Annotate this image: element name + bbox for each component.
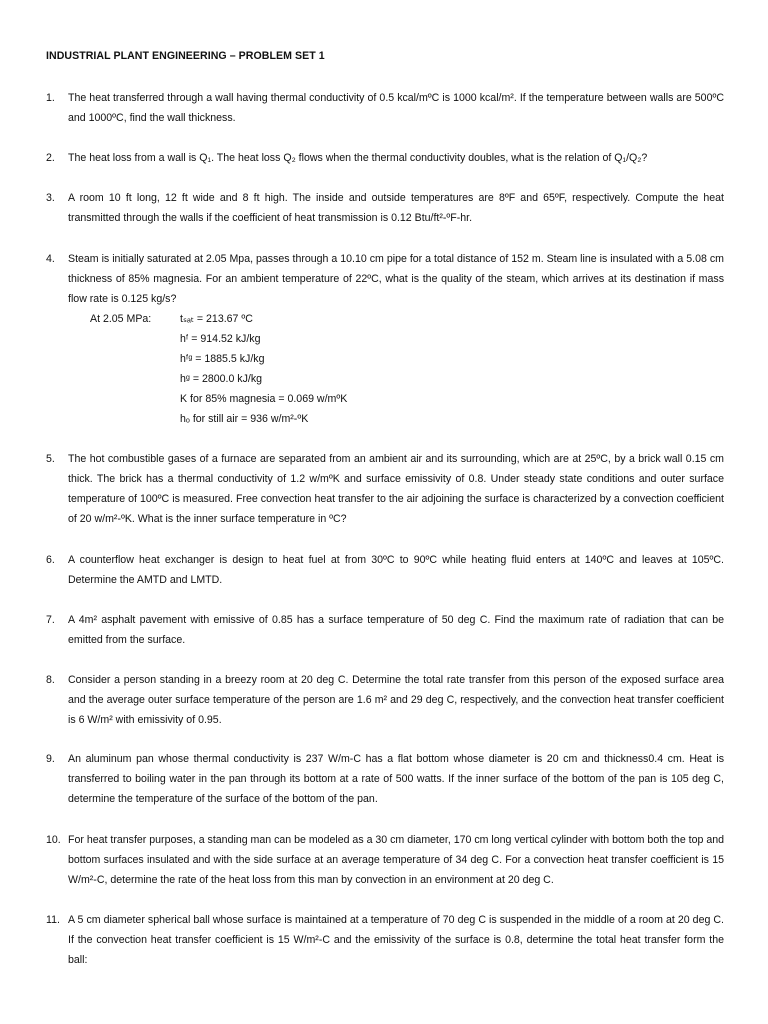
problem-text: A room 10 ft long, 12 ft wide and 8 ft high. The inside and outside temperatures are 8ºF and 65ºF, respectively. Compute the heat transmitted through the walls if the coefficient of heat transmission is 0.12 Btu/ft²-ºF-hr.: [68, 192, 724, 224]
problem-number: 9.: [46, 753, 55, 765]
problem-number: 8.: [46, 674, 55, 686]
problem-7: [46, 610, 724, 650]
given-tsat: tₛₐₜ = 213.67 ºC: [180, 313, 253, 325]
problem-text: A 4m² asphalt pavement with emissive of 0.85 has a surface temperature of 50 deg C. Find the maximum rate of radiation that can be emitted from the surface.: [68, 614, 724, 646]
given-hg: hᵍ = 2800.0 kJ/kg: [180, 373, 263, 385]
problem-9: [46, 749, 724, 809]
problem-text: The heat loss from a wall is Q₁. The heat loss Q₂ flows when the thermal conductivity doubles, what is the relation of Q₁/Q₂?: [68, 152, 648, 164]
problem-text: The heat transferred through a wall having thermal conductivity of 0.5 kcal/mºC is 1000 kcal/m². If the temperature between walls are 500ºC and 1000ºC, find the wall thickness.: [68, 92, 724, 124]
problem-11: [46, 910, 724, 970]
problem-text: An aluminum pan whose thermal conductivity is 237 W/m-C has a flat bottom whose diameter is 20 cm and thickness0.4 cm. Heat is transferred to boiling water in the pan through its bottom at a rate of 500 watts. If the inner surface of the bottom of the pan is 105 deg C, determine the temperature of the surface of the bottom of the pan.: [68, 753, 724, 805]
problem-8: [46, 670, 724, 730]
problem-number: 4.: [46, 253, 55, 265]
document-title: INDUSTRIAL PLANT ENGINEERING – PROBLEM SET 1: [46, 50, 325, 62]
problem-2: [46, 148, 724, 168]
problem-3: [46, 188, 724, 228]
problem-text: The hot combustible gases of a furnace are separated from an ambient air and its surrounding, which are at 25ºC, by a brick wall 0.15 cm thick. The brick has a thermal conductivity of 1.2 w/mºK and surface emissivity of 0.8. Under steady state conditions and outer surface temperature of 100ºC is measured. Free convection heat transfer to the air adjoining the surface is characterized by a convection coefficient of 20 w/m²-ºK. What is the inner surface temperature in ºC?: [68, 453, 724, 525]
given-hf: hᶠ = 914.52 kJ/kg: [180, 333, 261, 345]
given-values: [180, 309, 347, 429]
problem-number: 11.: [46, 914, 60, 926]
problem-number: 3.: [46, 192, 55, 204]
given-ho-still-air: hₒ for still air = 936 w/m²-ºK: [180, 413, 309, 425]
problem-10: [46, 830, 724, 890]
problem-number: 10.: [46, 834, 61, 846]
problem-text: A 5 cm diameter spherical ball whose surface is maintained at a temperature of 70 deg C is suspended in the middle of a room at 20 deg C. If the convection heat transfer coefficient is 15 W/m²-C and the emissivity of the surface is 0.8, determine the total heat transfer form the ball:: [68, 914, 724, 966]
problem-text: Steam is initially saturated at 2.05 Mpa, passes through a 10.10 cm pipe for a total distance of 152 m. Steam line is insulated with a 5.08 cm thickness of 85% magnesia. For an ambient temperature of 22ºC, what is the quality of the steam, which arrives at its destination if mass flow rate is 0.125 kg/s?: [68, 253, 724, 305]
given-label: At 2.05 MPa:: [90, 313, 152, 325]
problem-number: 6.: [46, 554, 55, 566]
problem-text: Consider a person standing in a breezy room at 20 deg C. Determine the total rate transfer from this person of the exposed surface area and the average outer surface temperature of the person are 1.6 m² and 29 deg C, respectively, and the convection heat transfer coefficient is 6 W/m² with emissivity of 0.95.: [68, 674, 724, 726]
problem-6: [46, 550, 724, 590]
problem-number: 2.: [46, 152, 55, 164]
problem-number: 5.: [46, 453, 55, 465]
problem-text: For heat transfer purposes, a standing man can be modeled as a 30 cm diameter, 170 cm long vertical cylinder with bottom both the top and bottom surfaces insulated and with the side surface at an average temperature of 34 deg C. For a convection heat transfer coefficient is 15 W/m²-C, determine the rate of the heat loss from this man by convection in an environment at 20 deg C.: [68, 834, 724, 886]
problem-5: [46, 449, 724, 529]
given-k-magnesia: K for 85% magnesia = 0.069 w/mºK: [180, 393, 348, 405]
problem-1: [46, 88, 724, 128]
problem-number: 1.: [46, 92, 55, 104]
problem-number: 7.: [46, 614, 55, 626]
given-hfg: hᶠᵍ = 1885.5 kJ/kg: [180, 353, 265, 365]
problem-text: A counterflow heat exchanger is design to heat fuel at from 30ºC to 90ºC while heating fluid enters at 140ºC and leaves at 105ºC. Determine the AMTD and LMTD.: [68, 554, 724, 586]
problem-4: [46, 249, 724, 309]
